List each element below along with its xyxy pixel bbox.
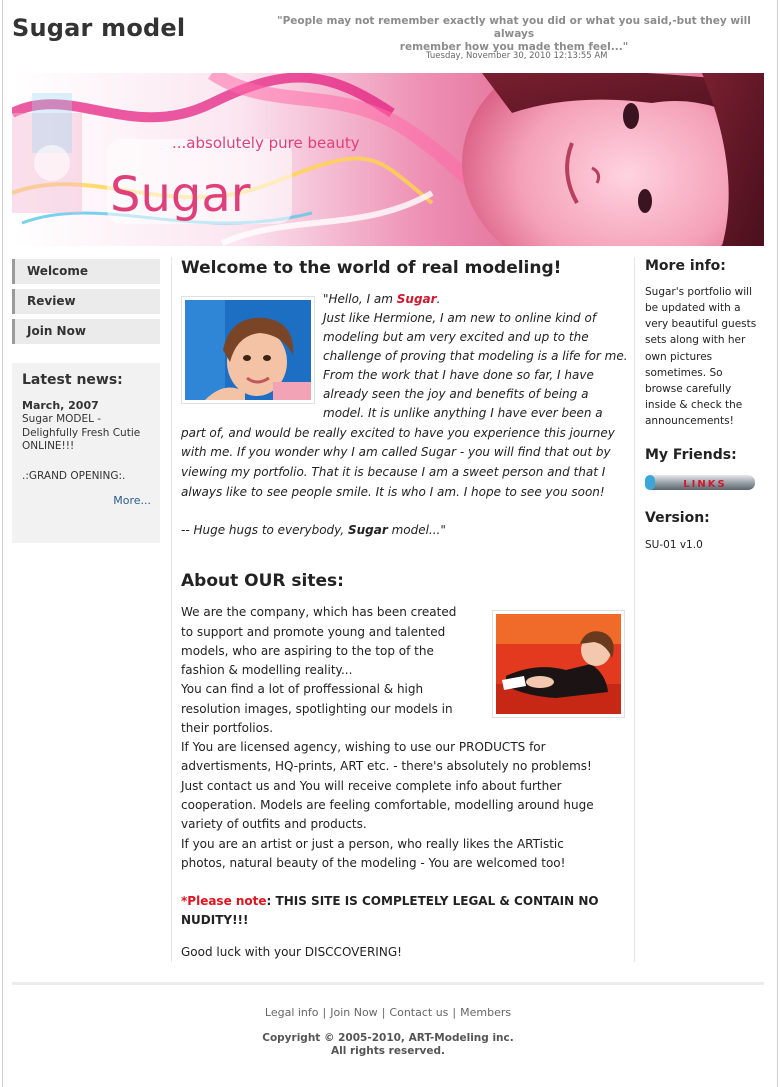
- news-more-link[interactable]: More...: [113, 494, 151, 507]
- more-info-heading: More info:: [645, 258, 726, 274]
- more-info-line: inside & check the: [645, 399, 743, 411]
- more-info-line: Sugar's portfolio will: [645, 286, 753, 298]
- about-line: If You are licensed agency, wishing to use our PRODUCTS for: [181, 740, 546, 754]
- site-title[interactable]: Sugar model: [12, 14, 186, 42]
- header-banner: [12, 73, 764, 246]
- friends-links-button[interactable]: [645, 474, 755, 491]
- news-line: Delighfully Fresh Cutie: [22, 426, 141, 439]
- note-colon: :: [266, 894, 276, 908]
- copyright-line-1: Copyright © 2005-2010, ART-Modeling inc.: [262, 1032, 514, 1044]
- welcome-line: always like to see people smile. It is who I am. I hope to see you soon!: [181, 485, 605, 499]
- about-line: Just contact us and You will receive complete info about further: [181, 779, 562, 793]
- footer-links: [0, 1006, 776, 1019]
- news-title: Latest news:: [22, 372, 123, 388]
- version-heading: Version:: [645, 510, 710, 526]
- about-line: photos, natural beauty of the modeling - You are welcomed too!: [181, 856, 566, 870]
- footer-link-join-now[interactable]: Join Now: [330, 1006, 378, 1019]
- nav-item-join-now[interactable]: Join Now: [12, 319, 160, 344]
- more-info-line: announcements!: [645, 415, 734, 427]
- quote-line-1: "People may not remember exactly what you did or what you said,-but they will always: [277, 15, 751, 40]
- note-star: *: [181, 894, 188, 908]
- links-button-graphic: [645, 474, 755, 491]
- about-line: advertisments, HQ-prints, ART etc. - there's absolutely no problems!: [181, 759, 592, 773]
- note-text: THIS SITE IS COMPLETELY LEGAL & CONTAIN NO: [275, 894, 599, 908]
- friends-heading: My Friends:: [645, 447, 737, 463]
- more-info-line: own pictures: [645, 351, 713, 363]
- signoff-name: Sugar: [347, 523, 388, 537]
- header-quote: [262, 15, 766, 54]
- model-photo-lying[interactable]: [492, 610, 625, 718]
- more-info-line: sometimes. So: [645, 367, 723, 379]
- quote-line-2: remember how you made them feel...": [399, 41, 629, 53]
- news-line: Sugar MODEL -: [22, 413, 102, 425]
- about-line: resolution images, spotlighting our models in: [181, 702, 453, 716]
- banner-tagline: ...absolutely pure beauty: [172, 134, 360, 152]
- footer-link-contact-us[interactable]: Contact us: [389, 1006, 449, 1019]
- signoff-suffix: model...": [387, 523, 446, 537]
- main-divider-left: [171, 257, 172, 962]
- news-line: ONLINE!!!: [22, 440, 75, 452]
- about-heading: About OUR sites:: [181, 571, 344, 591]
- news-grand-opening: .:GRAND OPENING:.: [22, 470, 126, 482]
- version-value: SU-01 v1.0: [645, 539, 703, 551]
- more-info-line: be updated with a: [645, 302, 741, 314]
- about-line: variety of outfits and products.: [181, 817, 367, 831]
- footer-separator: |: [452, 1006, 457, 1019]
- signoff-prefix: -- Huge hugs to everybody,: [181, 523, 348, 537]
- more-info-line: very beautiful guests: [645, 318, 757, 330]
- greeting-name: Sugar: [396, 292, 437, 306]
- news-text: [22, 413, 156, 454]
- footer-divider: [12, 982, 764, 985]
- welcome-line: From the work that I have done so far, I have: [323, 368, 594, 382]
- legal-note-continued: NUDITY!!!: [181, 913, 249, 927]
- welcome-greeting: [323, 292, 440, 306]
- more-info-line: sets along with her: [645, 334, 746, 346]
- main-divider-right: [634, 257, 635, 962]
- good-luck-text: Good luck with your DISCCOVERING!: [181, 945, 402, 959]
- footer-separator: |: [381, 1006, 386, 1019]
- welcome-line: model. It is unlike anything I have ever been a: [323, 406, 603, 420]
- nav-item-review[interactable]: Review: [12, 289, 160, 314]
- copyright: [0, 1032, 776, 1058]
- banner-logo-text: Sugar: [110, 167, 251, 223]
- welcome-line: with me. If you wonder why I am called Sugar - you will find that out by: [181, 445, 611, 459]
- welcome-line: challenge of proving that modeling is a life for me.: [323, 349, 628, 363]
- copyright-line-2: All rights reserved.: [331, 1045, 445, 1057]
- welcome-line: Just like Hermione, I am new to online kind of: [323, 311, 597, 325]
- welcome-line: part of, and would be really excited to have you experience this journey: [181, 426, 615, 440]
- latest-news-box: [12, 363, 160, 543]
- lying-pose-image: [496, 614, 621, 714]
- nav-item-welcome[interactable]: Welcome: [12, 259, 160, 284]
- legal-note: [181, 894, 599, 908]
- about-line: cooperation. Models are feeling comfortable, modelling around huge: [181, 798, 594, 812]
- greeting-prefix: "Hello, I am: [323, 292, 397, 306]
- about-line: to support and promote young and talented: [181, 625, 446, 639]
- about-line: We are the company, which has been created: [181, 605, 457, 619]
- welcome-line: already seen the joy and benefits of being a: [323, 387, 589, 401]
- welcome-signoff: [181, 523, 446, 537]
- about-line: You can find a lot of proffessional & high: [181, 682, 424, 696]
- current-datetime: Tuesday, November 30, 2010 12:13:55 AM: [426, 51, 608, 61]
- about-line: models, who are aspiring to the top of the: [181, 644, 434, 658]
- footer-separator: |: [322, 1006, 327, 1019]
- news-date: March, 2007: [22, 399, 99, 412]
- welcome-line: modeling but am very excited and up to the: [323, 330, 589, 344]
- links-label: LINKS: [683, 479, 727, 490]
- about-line: fashion & modelling reality...: [181, 663, 353, 677]
- note-label: Please note: [187, 894, 267, 908]
- footer-link-legal-info[interactable]: Legal info: [264, 1006, 319, 1019]
- footer-link-members[interactable]: Members: [460, 1006, 512, 1019]
- about-line: If you are an artist or just a person, who really likes the ARTistic: [181, 837, 564, 851]
- banner-artwork: [12, 73, 764, 246]
- portrait-image: [185, 300, 311, 400]
- about-line: their portfolios.: [181, 721, 274, 735]
- more-info-line: browse carefully: [645, 383, 732, 395]
- greeting-suffix: .: [436, 292, 441, 306]
- welcome-heading: Welcome to the world of real modeling!: [181, 258, 562, 278]
- model-photo-portrait[interactable]: [181, 296, 315, 404]
- welcome-line: viewing my portfolio. That it is because I am a sweet person and that I: [181, 465, 606, 479]
